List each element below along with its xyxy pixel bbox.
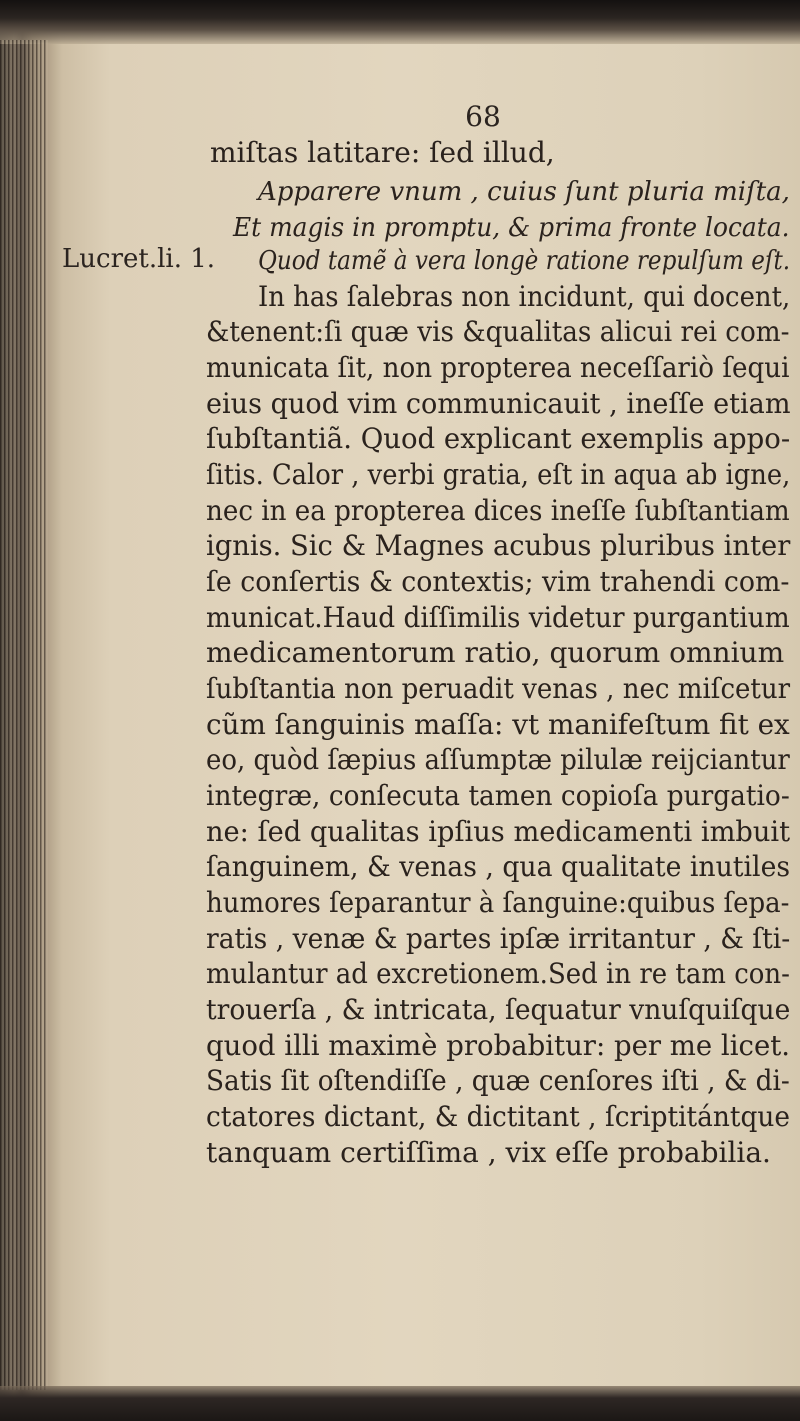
text-line: ſanguinem, & venas , qua qualitate inutiles bbox=[206, 850, 791, 883]
text-line: humores ſeparantur à ſanguine:quibus ſepa- bbox=[206, 886, 790, 919]
text-line: integræ, conſecuta tamen copioſa purgatio- bbox=[206, 779, 790, 812]
text-line: ſe conſertis & contextis; vim trahendi com- bbox=[206, 565, 790, 598]
text-line: medicamentorum ratio, quorum omnium bbox=[206, 636, 785, 669]
text-line: municata ſit, non propterea neceſſariò ſequi bbox=[206, 351, 790, 384]
text-line: cũm ſanguinis maſſa: vt manifeſtum fit ex bbox=[206, 708, 790, 741]
text-line: ctatores dictant, & dictitant , ſcriptitántque bbox=[206, 1100, 791, 1133]
text-line: trouerſa , & intricata, ſequatur vnuſquiſque bbox=[206, 993, 791, 1026]
text-line: nec in ea propterea dices ineſſe ſubſtantiam bbox=[206, 494, 790, 527]
text-line: ratis , venæ & partes ipſæ irritantur , & ſti- bbox=[206, 922, 791, 955]
verse-line: Et magis in promptu, & prima fronte locata. bbox=[233, 213, 790, 243]
text-line: eius quod vim communicauit , ineſſe etiam bbox=[206, 387, 791, 420]
margin-note: Lucret.li. 1. bbox=[62, 244, 216, 274]
bottom-edge bbox=[0, 1386, 800, 1421]
text-line: miſtas latitare: ſed illud, bbox=[210, 136, 555, 169]
text-line: ſubſtantiã. Quod explicant exemplis appo- bbox=[206, 422, 791, 455]
page-edges bbox=[0, 40, 48, 1390]
text-line: tanquam certiſſima , vix eſſe probabilia. bbox=[206, 1136, 771, 1169]
top-edge bbox=[0, 0, 800, 44]
verse-line: Quod tamẽ à vera longè ratione repulſum eſt. bbox=[258, 246, 791, 276]
text-line: ignis. Sic & Magnes acubus pluribus inter bbox=[206, 529, 791, 562]
page-number: 68 bbox=[465, 100, 501, 133]
text-line: ſitis. Calor , verbi gratia, eſt in aqua ab igne, bbox=[206, 458, 791, 491]
text-line: mulantur ad excretionem.Sed in re tam con- bbox=[206, 957, 790, 990]
text-line: &tenent:ſi quæ vis &qualitas alicui rei com- bbox=[206, 315, 790, 348]
verse-line: Apparere vnum , cuius ſunt pluria miſta, bbox=[258, 177, 790, 207]
text-line: ſubſtantia non peruadit venas , nec miſcetur bbox=[206, 672, 791, 705]
text-line: In has ſalebras non incidunt, qui docent, bbox=[258, 280, 791, 313]
text-line: eo, quòd ſæpius aſſumptæ pilulæ reijciantur bbox=[206, 743, 790, 776]
text-line: ne: ſed qualitas ipſius medicamenti imbuit bbox=[206, 815, 791, 848]
text-line: quod illi maximè probabitur: per me licet. bbox=[206, 1029, 791, 1062]
text-line: Satis ſit oſtendiſſe , quæ cenſores iſti , & di- bbox=[206, 1064, 790, 1097]
text-line: municat.Haud diſſimilis videtur purgantium bbox=[206, 601, 790, 634]
